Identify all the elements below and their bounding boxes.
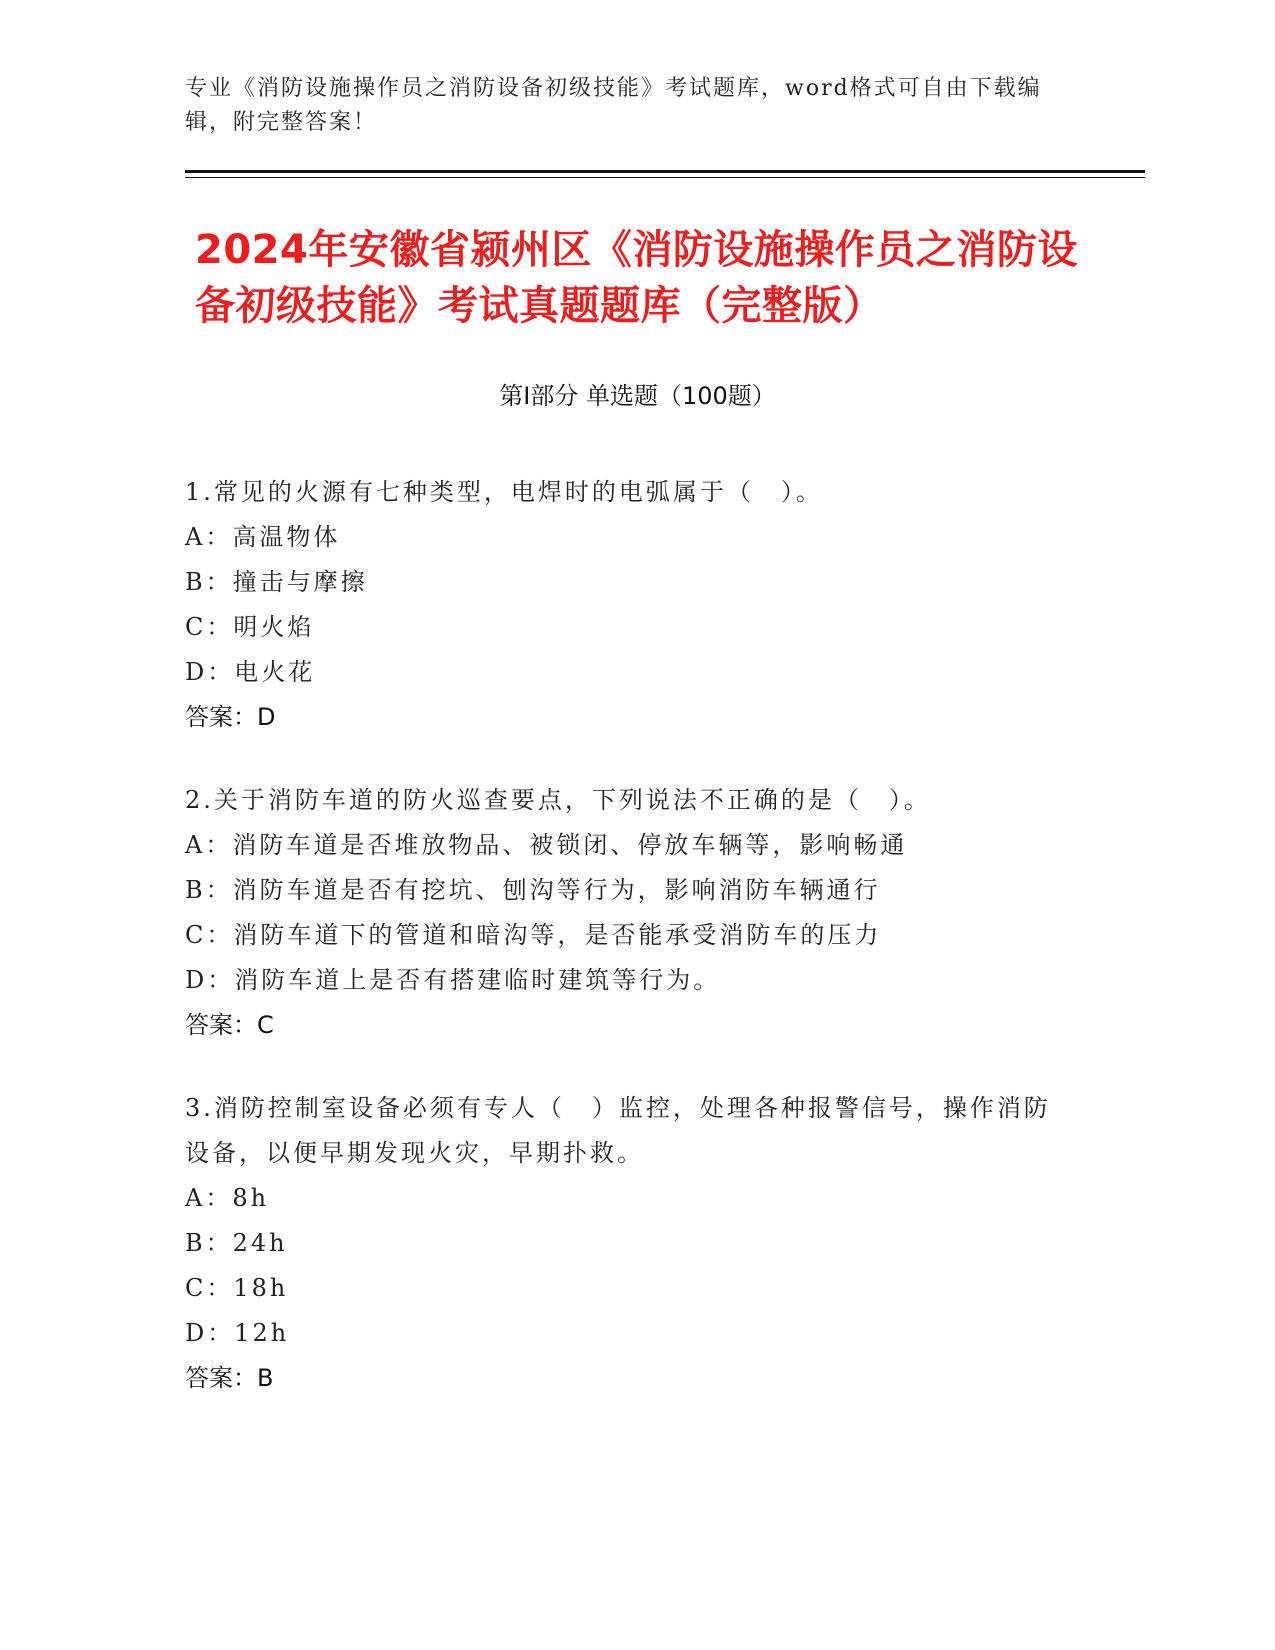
answer: 答案：D	[185, 703, 276, 731]
section-heading: 第Ⅰ部分 单选题（100题）	[499, 382, 776, 410]
option-a: A：8h	[185, 1184, 270, 1212]
option-a: A：高温物体	[185, 523, 341, 551]
answer: 答案：B	[185, 1364, 274, 1392]
option-d: D：电火花	[185, 658, 316, 686]
option-b: B：撞击与摩擦	[185, 568, 368, 596]
option-c: C：18h	[185, 1274, 289, 1302]
header-note: 专业《消防设施操作员之消防设备初级技能》考试题库，word格式可自由下载编辑，附完整答案！	[185, 76, 1042, 135]
question-1	[185, 470, 1065, 740]
option-a: A：消防车道是否堆放物品、被锁闭、停放车辆等，影响畅通	[185, 831, 908, 859]
header-rule-thick	[185, 170, 1145, 173]
option-c: C：消防车道下的管道和暗沟等，是否能承受消防车的压力	[185, 921, 882, 949]
document-title: 2024年安徽省颍州区《消防设施操作员之消防设备初级技能》考试真题题库（完整版）	[195, 227, 1078, 329]
question-3	[185, 1086, 1065, 1401]
question-stem: 3.消防控制室设备必须有专人（ ）监控，处理各种报警信号，操作消防设备，以便早期发现火灾，早期扑救。	[185, 1094, 1051, 1167]
option-d: D：12h	[185, 1319, 290, 1347]
header-rule-thin	[185, 177, 1145, 178]
question-stem: 2.关于消防车道的防火巡查要点，下列说法不正确的是（ ）。	[185, 786, 931, 814]
question-2	[185, 778, 1065, 1048]
question-stem: 1.常见的火源有七种类型，电焊时的电弧属于（ ）。	[185, 478, 823, 506]
option-b: B：24h	[185, 1229, 288, 1257]
option-b: B：消防车道是否有挖坑、刨沟等行为，影响消防车辆通行	[185, 876, 881, 904]
answer: 答案：C	[185, 1011, 274, 1039]
option-d: D：消防车道上是否有搭建临时建筑等行为。	[185, 966, 721, 994]
option-c: C：明火焰	[185, 613, 315, 641]
question-list	[185, 470, 1065, 1439]
